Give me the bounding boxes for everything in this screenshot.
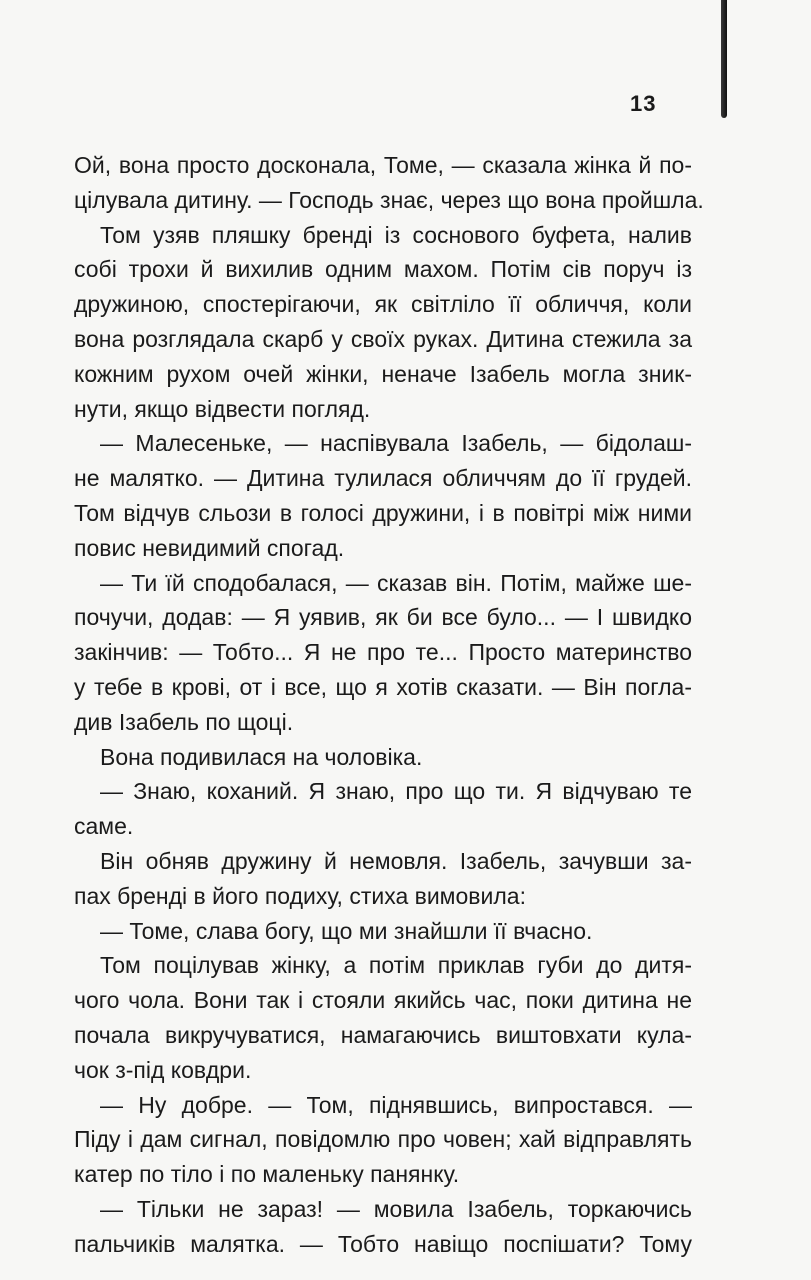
text-line: вона розглядала скарб у своїх руках. Дитина стежила за (74, 325, 692, 352)
text-line: катер по тіло і по маленьку панянку. (74, 1161, 460, 1188)
text-line: дружиною, спостерігаючи, як світліло її обличчя, коли (74, 291, 692, 318)
text-line: Том поцілував жінку, а потім приклав губи до дитя- (100, 952, 692, 979)
body-text (74, 148, 704, 1262)
text-line: чого чола. Вони так і стояли якийсь час, поки дитина не (74, 987, 692, 1014)
text-line: Том узяв пляшку бренді із соснового буфета, налив (100, 221, 692, 248)
page-number: 13 (630, 91, 657, 116)
text-line: саме. (74, 813, 134, 840)
text-line: — Ти їй сподобалася, — сказав він. Потім, майже ше- (100, 569, 692, 596)
text-line: закінчив: — Тобто... Я не про те... Просто материнство (74, 639, 692, 666)
text-line: у тебе в крові, от і все, що я хотів сказати. — Він погла- (74, 673, 692, 700)
text-line: повис невидимий спогад. (74, 534, 345, 561)
page-edge-shadow (721, 0, 727, 118)
text-line: нути, якщо відвести погляд. (74, 395, 371, 422)
text-line: цілувала дитину. — Господь знає, через що вона пройшла. (74, 186, 704, 213)
text-line: див Ізабель по щоці. (74, 708, 294, 735)
text-line: Том відчув сльози в голосі дружини, і в повітрі між ними (74, 499, 692, 526)
text-line: — Ну добре. — Том, піднявшись, випростався. — (100, 1091, 692, 1118)
text-line: Вона подивилася на чоловіка. (100, 743, 423, 770)
text-line: Він обняв дружину й немовля. Ізабель, зачувши за- (100, 847, 692, 874)
text-line: чок з-під ковдри. (74, 1056, 252, 1083)
text-line: пах бренді в його подиху, стиха вимовила: (74, 882, 526, 909)
text-line: не малятко. — Дитина тулилася обличчям до її грудей. (74, 465, 692, 492)
text-line: пальчиків малятка. — Тобто навіщо поспішати? Тому (74, 1230, 692, 1257)
text-line: собі трохи й вихилив одним махом. Потім сів поруч із (74, 256, 692, 283)
text-line: — Малесеньке, — наспівувала Ізабель, — бідолаш- (100, 430, 692, 457)
text-line: — Тільки не зараз! — мовила Ізабель, торкаючись (100, 1195, 692, 1222)
text-line: — Знаю, коханий. Я знаю, про що ти. Я відчуваю те (100, 778, 692, 805)
text-line: почала викручуватися, намагаючись виштовхати кула- (74, 1021, 692, 1048)
text-line: почучи, додав: — Я уявив, як би все було... — І швидко (74, 604, 692, 631)
text-line: Піду і дам сигнал, повідомлю про човен; хай відправлять (74, 1126, 692, 1153)
text-line: — Томе, слава богу, що ми знайшли її вчасно. (100, 917, 593, 944)
text-line: кожним рухом очей жінки, неначе Ізабель могла зник- (74, 360, 692, 387)
text-line: Ой, вона просто досконала, Томе, — сказала жінка й по- (74, 152, 692, 178)
